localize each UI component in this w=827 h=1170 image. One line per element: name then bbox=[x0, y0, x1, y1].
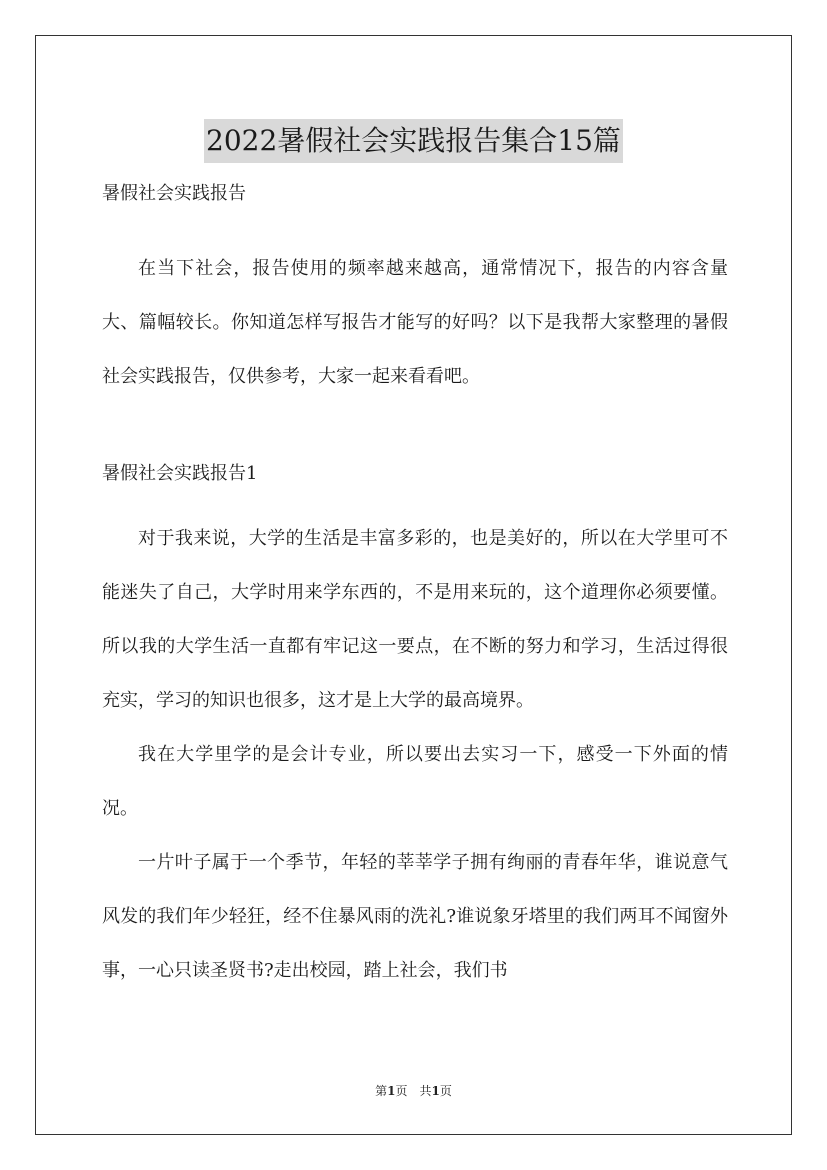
intro-paragraph: 在当下社会，报告使用的频率越来越高，通常情况下，报告的内容含量大、篇幅较长。你知道怎样写报告才能写的好吗？以下是我帮大家整理的暑假社会实践报告，仅供参考，大家一起来看看吧。 bbox=[102, 258, 728, 387]
title-container bbox=[0, 100, 827, 182]
footer-page-mid: 页 共 bbox=[395, 1084, 432, 1098]
page-footer bbox=[0, 1082, 827, 1099]
report1-paragraph-3: 一片叶子属于一个季节，年轻的莘莘学子拥有绚丽的青春年华，谁说意气风发的我们年少轻狂，经不住暴风雨的洗礼?谁说象牙塔里的我们两耳不闻窗外事，一心只读圣贤书?走出校园，踏上社会，我们书 bbox=[102, 852, 728, 981]
footer-page-current: 1 bbox=[387, 1084, 396, 1098]
paragraph-spacer bbox=[102, 404, 728, 456]
report1-paragraph-2: 我在大学里学的是会计专业，所以要出去实习一下，感受一下外面的情况。 bbox=[102, 744, 728, 819]
footer-page-suffix: 页 bbox=[439, 1084, 452, 1098]
report1-heading: 暑假社会实践报告1 bbox=[102, 463, 258, 484]
document-body bbox=[102, 176, 728, 998]
section-heading: 暑假社会实践报告 bbox=[102, 183, 246, 204]
footer-page-total: 1 bbox=[431, 1084, 440, 1098]
footer-page-prefix: 第 bbox=[375, 1084, 388, 1098]
document-title: 2022暑假社会实践报告集合15篇 bbox=[204, 119, 623, 163]
report1-paragraph-1: 对于我来说，大学的生活是丰富多彩的，也是美好的，所以在大学里可不能迷失了自己，大学时用来学东西的，不是用来玩的，这个道理你必须要懂。所以我的大学生活一直都有牢记这一要点，在不断的努力和学习，生活过得很充实，学习的知识也很多，这才是上大学的最高境界。 bbox=[102, 528, 728, 711]
